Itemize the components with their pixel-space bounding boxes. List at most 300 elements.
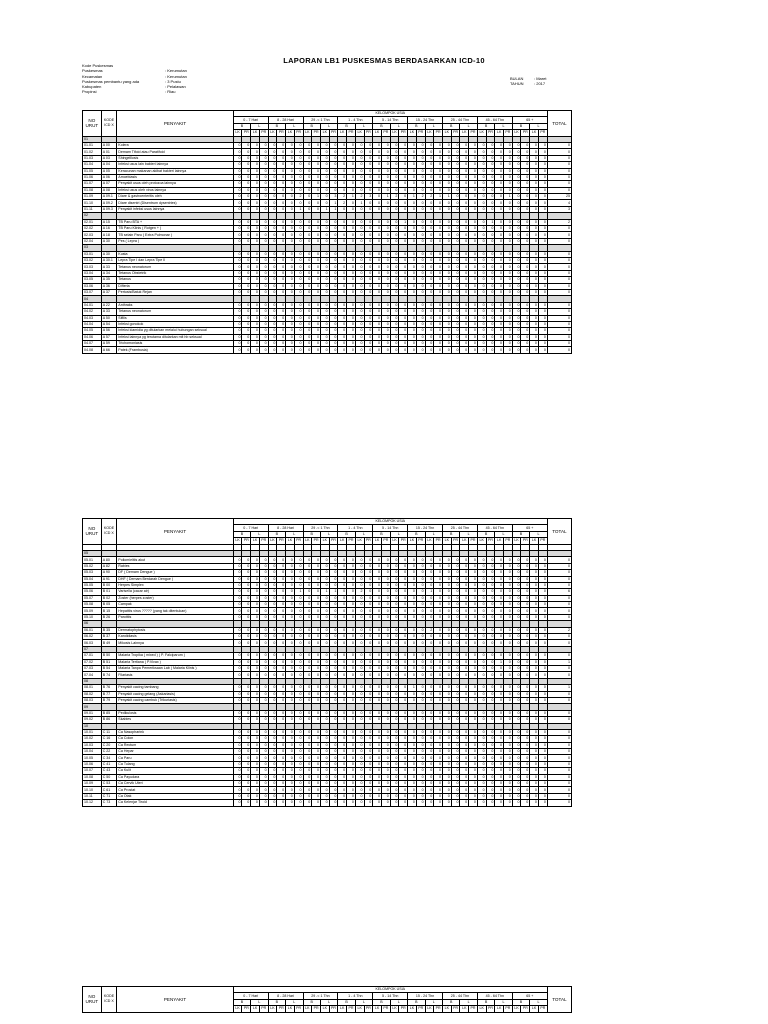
count-cell: 0 — [303, 168, 312, 174]
count-cell: 0 — [538, 257, 547, 263]
count-cell: 0 — [364, 232, 373, 238]
count-cell: 0 — [259, 685, 268, 691]
count-cell: 0 — [381, 582, 390, 588]
count-cell: 0 — [486, 665, 495, 671]
count-cell: 0 — [495, 270, 504, 276]
count-cell: 0 — [443, 341, 452, 347]
count-cell: 0 — [399, 334, 408, 340]
count-cell: 0 — [495, 793, 504, 799]
count-cell: 0 — [443, 729, 452, 735]
count-cell: 0 — [486, 627, 495, 633]
count-cell: 0 — [504, 749, 513, 755]
count-cell: 0 — [277, 168, 286, 174]
count-cell: 0 — [355, 653, 364, 659]
count-cell: 0 — [512, 774, 521, 780]
kode-icd: B 01 — [101, 589, 117, 595]
count-cell: 0 — [251, 563, 260, 569]
count-cell: 0 — [486, 800, 495, 806]
count-cell: 0 — [434, 742, 443, 748]
count-cell: 0 — [355, 742, 364, 748]
count-cell: 0 — [381, 226, 390, 232]
count-cell: 0 — [294, 219, 303, 225]
count-cell: 0 — [329, 768, 338, 774]
count-cell: 0 — [408, 736, 417, 742]
count-cell: 0 — [512, 634, 521, 640]
count-cell: 0 — [251, 309, 260, 315]
count-cell: 0 — [390, 761, 399, 767]
count-cell: 0 — [504, 761, 513, 767]
count-cell: 0 — [286, 155, 295, 161]
count-cell: 0 — [373, 640, 382, 646]
count-cell: 0 — [504, 717, 513, 723]
col-total: TOTAL — [547, 987, 571, 1013]
count-cell: 1 — [320, 589, 329, 595]
count-cell: 0 — [329, 717, 338, 723]
count-cell: 0 — [504, 328, 513, 334]
count-cell: 0 — [486, 181, 495, 187]
count-cell: 0 — [477, 149, 486, 155]
count-cell: 0 — [451, 589, 460, 595]
count-cell: 0 — [504, 793, 513, 799]
count-cell: 0 — [495, 557, 504, 563]
bl-cell: B — [443, 999, 460, 1005]
count-cell: 0 — [294, 659, 303, 665]
count-cell: 0 — [477, 659, 486, 665]
age-group: 8 - 28 Hari — [268, 993, 303, 999]
kode-icd: A 09.3 — [101, 206, 117, 212]
count-cell: 0 — [320, 283, 329, 289]
count-cell: 0 — [425, 226, 434, 232]
count-cell: 0 — [259, 640, 268, 646]
count-cell: 0 — [312, 570, 321, 576]
count-cell: 0 — [460, 774, 469, 780]
count-cell: 0 — [259, 570, 268, 576]
count-cell: 0 — [390, 717, 399, 723]
count-cell: 0 — [477, 328, 486, 334]
count-cell: 0 — [381, 710, 390, 716]
count-cell: 0 — [347, 665, 356, 671]
count-cell: 2 — [294, 194, 303, 200]
total-cell: 0 — [547, 162, 571, 168]
count-cell: 0 — [294, 781, 303, 787]
penyakit-name: Anthraks — [117, 302, 233, 308]
count-cell: 0 — [381, 659, 390, 665]
count-cell: 0 — [530, 653, 539, 659]
count-cell: 0 — [416, 608, 425, 614]
no-urut: 09 — [83, 704, 102, 710]
count-cell: 0 — [286, 576, 295, 582]
count-cell: 0 — [338, 736, 347, 742]
count-cell: 0 — [434, 264, 443, 270]
count-cell: 0 — [286, 640, 295, 646]
lkpr-cell: PR — [418, 130, 424, 135]
count-cell: 0 — [268, 347, 277, 353]
no-urut: 02.03 — [83, 232, 102, 238]
count-cell: 0 — [277, 761, 286, 767]
count-cell: 0 — [364, 181, 373, 187]
count-cell: 0 — [259, 800, 268, 806]
count-cell: 0 — [486, 640, 495, 646]
count-cell: 0 — [312, 563, 321, 569]
count-cell: 0 — [312, 347, 321, 353]
count-cell: 0 — [390, 142, 399, 148]
count-cell: 0 — [259, 321, 268, 327]
penyakit-name: Pertusis/Batuk Rejan — [117, 289, 233, 295]
penyakit-name: Ca Kulit — [117, 768, 233, 774]
count-cell: 0 — [425, 315, 434, 321]
count-cell: 0 — [469, 774, 478, 780]
lkpr-cell: PR — [243, 130, 249, 135]
count-cell: 0 — [390, 634, 399, 640]
count-cell: 0 — [443, 149, 452, 155]
count-cell: 0 — [469, 768, 478, 774]
count-cell: 0 — [538, 614, 547, 620]
count-cell: 0 — [312, 710, 321, 716]
count-cell: 0 — [460, 602, 469, 608]
count-cell: 0 — [251, 729, 260, 735]
count-cell: 0 — [425, 232, 434, 238]
count-cell: 0 — [521, 710, 530, 716]
count-cell: 0 — [364, 685, 373, 691]
count-cell: 0 — [277, 576, 286, 582]
count-cell: 0 — [242, 181, 251, 187]
penyakit-name: Diare & gastroenteritis oleh — [117, 194, 233, 200]
bl-cell: B — [443, 531, 460, 537]
count-cell: 0 — [486, 742, 495, 748]
count-cell: 0 — [504, 563, 513, 569]
count-cell: 0 — [434, 302, 443, 308]
count-cell: 0 — [451, 800, 460, 806]
count-cell: 0 — [512, 309, 521, 315]
count-cell: 0 — [355, 557, 364, 563]
age-group: 29 -< 1 Thn — [303, 117, 338, 123]
penyakit-name: Zoster (herpes zoster) — [117, 595, 233, 601]
count-cell: 0 — [294, 595, 303, 601]
count-cell: 0 — [538, 717, 547, 723]
count-cell: 0 — [504, 640, 513, 646]
count-cell: 0 — [277, 774, 286, 780]
penyakit-name: Ca Cervik Uteri — [117, 781, 233, 787]
count-cell: 0 — [251, 270, 260, 276]
count-cell: 0 — [477, 168, 486, 174]
count-cell: 0 — [286, 206, 295, 212]
count-cell: 0 — [381, 640, 390, 646]
count-cell: 0 — [294, 563, 303, 569]
count-cell: 0 — [538, 557, 547, 563]
count-cell: 0 — [469, 710, 478, 716]
count-cell: 0 — [512, 257, 521, 263]
count-cell: 0 — [277, 653, 286, 659]
count-cell: 0 — [303, 238, 312, 244]
count-cell: 0 — [521, 672, 530, 678]
count-cell: 0 — [451, 761, 460, 767]
count-cell: 0 — [242, 653, 251, 659]
count-cell: 0 — [242, 627, 251, 633]
count-cell: 0 — [521, 557, 530, 563]
count-cell: 0 — [268, 283, 277, 289]
count-cell: 0 — [338, 315, 347, 321]
lkpr-cell: LK — [512, 1006, 521, 1012]
kode-icd: B 00 — [101, 582, 117, 588]
lkpr-cell: LK — [338, 130, 347, 136]
count-cell: 0 — [451, 334, 460, 340]
age-group: 15 - 24 Thn — [408, 117, 443, 123]
count-cell: 0 — [259, 742, 268, 748]
count-cell: 0 — [286, 665, 295, 671]
count-cell: 0 — [373, 302, 382, 308]
count-cell: 0 — [443, 206, 452, 212]
count-cell: 0 — [512, 608, 521, 614]
count-cell: 0 — [294, 174, 303, 180]
count-cell: 0 — [399, 614, 408, 620]
count-cell: 0 — [355, 717, 364, 723]
lkpr-cell: PR — [505, 130, 511, 135]
count-cell: 0 — [504, 659, 513, 665]
count-cell: 0 — [538, 315, 547, 321]
count-cell: 0 — [399, 634, 408, 640]
no-urut: 05.01 — [83, 557, 102, 563]
count-cell: 0 — [294, 315, 303, 321]
count-cell: 0 — [443, 589, 452, 595]
count-cell: 0 — [312, 309, 321, 315]
count-cell: 0 — [538, 640, 547, 646]
count-cell: 0 — [381, 570, 390, 576]
penyakit-name: Lepra Tipe I dan Lepra Tipe II — [117, 257, 233, 263]
count-cell: 0 — [364, 206, 373, 212]
count-cell: 0 — [338, 321, 347, 327]
count-cell: 0 — [504, 774, 513, 780]
count-cell: 0 — [416, 328, 425, 334]
count-cell: 0 — [425, 729, 434, 735]
count-cell: 0 — [355, 219, 364, 225]
count-cell: 0 — [521, 155, 530, 161]
count-cell: 0 — [233, 264, 242, 270]
count-cell: 0 — [312, 717, 321, 723]
count-cell: 0 — [373, 665, 382, 671]
count-cell: 0 — [242, 691, 251, 697]
count-cell: 0 — [268, 749, 277, 755]
count-cell: 0 — [373, 729, 382, 735]
count-cell: 0 — [355, 334, 364, 340]
count-cell: 0 — [521, 736, 530, 742]
count-cell: 0 — [277, 589, 286, 595]
no-urut: 04.06 — [83, 334, 102, 340]
no-urut: 03.02 — [83, 257, 102, 263]
count-cell: 0 — [242, 162, 251, 168]
count-cell: 0 — [381, 768, 390, 774]
total-cell: 0 — [547, 181, 571, 187]
count-cell: 0 — [512, 315, 521, 321]
count-cell: 0 — [530, 608, 539, 614]
count-cell: 0 — [443, 315, 452, 321]
count-cell: 0 — [294, 181, 303, 187]
count-cell: 0 — [303, 347, 312, 353]
age-group: 0 - 7 Hari — [233, 993, 268, 999]
count-cell: 0 — [259, 219, 268, 225]
count-cell: 0 — [460, 194, 469, 200]
count-cell: 0 — [530, 634, 539, 640]
meta-key: TAHUN — [510, 81, 524, 87]
count-cell: 0 — [294, 672, 303, 678]
count-cell: 2 — [355, 589, 364, 595]
count-cell: 0 — [408, 768, 417, 774]
count-cell: 0 — [443, 576, 452, 582]
count-cell: 0 — [521, 570, 530, 576]
count-cell: 0 — [521, 608, 530, 614]
count-cell: 0 — [259, 257, 268, 263]
count-cell: 0 — [233, 149, 242, 155]
lkpr-cell: LK — [530, 1006, 539, 1012]
count-cell: 0 — [408, 309, 417, 315]
count-cell: 0 — [259, 328, 268, 334]
count-cell: 0 — [259, 608, 268, 614]
count-cell: 0 — [251, 570, 260, 576]
count-cell: 0 — [268, 232, 277, 238]
count-cell: 0 — [399, 270, 408, 276]
count-cell: 0 — [329, 347, 338, 353]
count-cell: 0 — [460, 219, 469, 225]
bl-cell: B — [303, 999, 320, 1005]
count-cell: 0 — [242, 251, 251, 257]
count-cell: 0 — [286, 341, 295, 347]
count-cell: 0 — [329, 341, 338, 347]
count-cell: 0 — [233, 174, 242, 180]
count-cell: 0 — [416, 200, 425, 206]
count-cell: 0 — [381, 315, 390, 321]
count-cell: 0 — [504, 768, 513, 774]
count-cell: 0 — [390, 614, 399, 620]
count-cell: 0 — [312, 315, 321, 321]
count-cell: 0 — [355, 697, 364, 703]
count-cell: 0 — [512, 749, 521, 755]
age-group: 5 - 14 Thn — [373, 117, 408, 123]
count-cell: 0 — [416, 640, 425, 646]
count-cell: 0 — [538, 729, 547, 735]
lkpr-cell: PR — [261, 538, 267, 543]
no-urut: 10.09 — [83, 781, 102, 787]
count-cell: 0 — [294, 685, 303, 691]
count-cell: 0 — [530, 181, 539, 187]
count-cell: 0 — [451, 270, 460, 276]
count-cell: 0 — [477, 793, 486, 799]
penyakit-name: Filariasis — [117, 672, 233, 678]
count-cell: 0 — [451, 315, 460, 321]
count-cell: 0 — [320, 168, 329, 174]
count-cell: 0 — [233, 793, 242, 799]
count-cell: 0 — [408, 347, 417, 353]
penyakit-name: Demam Tifoid atau Paratifoid — [117, 149, 233, 155]
age-group: 1 - 4 Thn — [338, 525, 373, 531]
count-cell: 0 — [408, 774, 417, 780]
count-cell: 0 — [434, 570, 443, 576]
count-cell: 0 — [233, 640, 242, 646]
count-cell: 0 — [469, 270, 478, 276]
count-cell: 0 — [512, 742, 521, 748]
count-cell: 0 — [530, 659, 539, 665]
count-cell: 0 — [268, 302, 277, 308]
count-cell: 0 — [399, 251, 408, 257]
count-cell: 0 — [277, 563, 286, 569]
count-cell: 0 — [390, 219, 399, 225]
count-cell: 0 — [530, 589, 539, 595]
count-cell: 0 — [259, 589, 268, 595]
count-cell: 0 — [259, 149, 268, 155]
count-cell: 0 — [460, 634, 469, 640]
count-cell: 0 — [425, 155, 434, 161]
total-cell: 0 — [547, 155, 571, 161]
count-cell: 0 — [416, 181, 425, 187]
count-cell: 0 — [521, 768, 530, 774]
count-cell: 0 — [434, 251, 443, 257]
count-cell: 0 — [268, 768, 277, 774]
no-urut: 01.04 — [83, 162, 102, 168]
lkpr-cell: PR — [540, 538, 546, 543]
count-cell: 0 — [521, 781, 530, 787]
count-cell: 0 — [294, 627, 303, 633]
count-cell: 0 — [277, 200, 286, 206]
count-cell: 0 — [477, 665, 486, 671]
count-cell: 0 — [530, 749, 539, 755]
kode-icd: A 59 — [101, 341, 117, 347]
lkpr-cell: PR — [348, 130, 354, 135]
penyakit-name: Ca Paru — [117, 755, 233, 761]
count-cell: 0 — [451, 187, 460, 193]
count-cell: 0 — [329, 576, 338, 582]
count-cell: 0 — [303, 174, 312, 180]
count-cell: 0 — [538, 341, 547, 347]
count-cell: 0 — [530, 194, 539, 200]
count-cell: 0 — [530, 800, 539, 806]
total-cell: 0 — [547, 232, 571, 238]
lkpr-cell: LK — [355, 538, 364, 544]
penyakit-name: Tetanus — [117, 277, 233, 283]
count-cell: 0 — [425, 149, 434, 155]
count-cell: 0 — [355, 226, 364, 232]
count-cell: 0 — [242, 289, 251, 295]
penyakit-name: Infeksi usus lain bakteri lainnya — [117, 162, 233, 168]
count-cell: 0 — [233, 321, 242, 327]
count-cell: 0 — [504, 347, 513, 353]
count-cell: 0 — [242, 149, 251, 155]
count-cell: 0 — [277, 194, 286, 200]
kode-icd: B 54 — [101, 665, 117, 671]
count-cell: 0 — [259, 665, 268, 671]
count-cell: 0 — [451, 257, 460, 263]
no-urut: 06.03 — [83, 640, 102, 646]
count-cell: 0 — [495, 576, 504, 582]
count-cell: 0 — [312, 264, 321, 270]
count-cell: 0 — [399, 232, 408, 238]
count-cell: 0 — [469, 608, 478, 614]
total-cell: 0 — [547, 697, 571, 703]
count-cell: 0 — [486, 264, 495, 270]
count-cell: 0 — [399, 793, 408, 799]
count-cell: 0 — [251, 665, 260, 671]
count-cell: 0 — [381, 685, 390, 691]
count-cell: 0 — [242, 563, 251, 569]
total-cell: 0 — [547, 321, 571, 327]
count-cell: 0 — [443, 309, 452, 315]
count-cell: 0 — [347, 283, 356, 289]
count-cell: 0 — [312, 800, 321, 806]
count-cell: 0 — [320, 672, 329, 678]
count-cell: 0 — [434, 768, 443, 774]
lkpr-cell: LK — [338, 1006, 347, 1012]
no-urut: 03.03 — [83, 264, 102, 270]
count-cell: 0 — [277, 800, 286, 806]
count-cell: 0 — [364, 309, 373, 315]
total-cell: 0 — [547, 653, 571, 659]
